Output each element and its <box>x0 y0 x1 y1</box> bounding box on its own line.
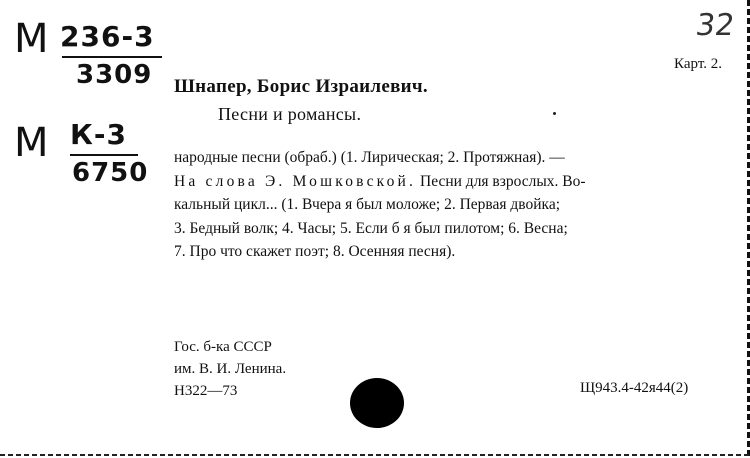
shelf-number-1: 3309 <box>76 60 153 90</box>
punch-hole <box>350 378 404 428</box>
shelf-code-1-underline <box>62 56 162 58</box>
author-heading: Шнапер, Борис Израилевич. <box>174 76 428 97</box>
description-line-1: народные песни (обраб.) (1. Лирическая; 2. Протяжная). — <box>174 149 565 166</box>
shelf-code-2-underline <box>70 154 138 156</box>
card-bottom-edge <box>0 454 750 456</box>
classification-code: Щ943.4-42я44(2) <box>580 380 689 396</box>
card-number: Карт. 2. <box>674 56 722 72</box>
library-imprint <box>174 336 286 402</box>
shelf-number-2: 6750 <box>72 158 149 188</box>
handwritten-page-number: 32 <box>693 8 737 43</box>
library-line-1: Гос. б-ка СССР <box>174 339 272 355</box>
speck <box>553 112 556 115</box>
shelf-code-1: 236-3 <box>60 20 155 53</box>
work-title: Песни и романсы. <box>218 104 362 124</box>
description-line-5: 7. Про что скажет поэт; 8. Осенняя песня). <box>174 243 456 260</box>
description-text <box>174 146 726 264</box>
shelf-code-2: К-3 <box>70 118 127 151</box>
library-line-2: им. В. И. Ленина. <box>174 361 287 377</box>
description-line-4: 3. Бедный волк; 4. Часы; 5. Если б я был пилотом; 6. Весна; <box>174 219 568 237</box>
shelf-letter-2: М <box>14 120 50 166</box>
description-line-3: кальный цикл... (1. Вчера я был моложе; 2. Первая двойка; <box>174 196 561 213</box>
lyricist-spaced: На слова Э. Мошковской. <box>174 172 417 190</box>
description-line-2-rest: Песни для взрослых. Во- <box>416 172 586 190</box>
description-line-2 <box>174 170 726 194</box>
library-line-3: Н322—73 <box>174 383 238 399</box>
shelf-letter-1: М <box>14 16 50 62</box>
